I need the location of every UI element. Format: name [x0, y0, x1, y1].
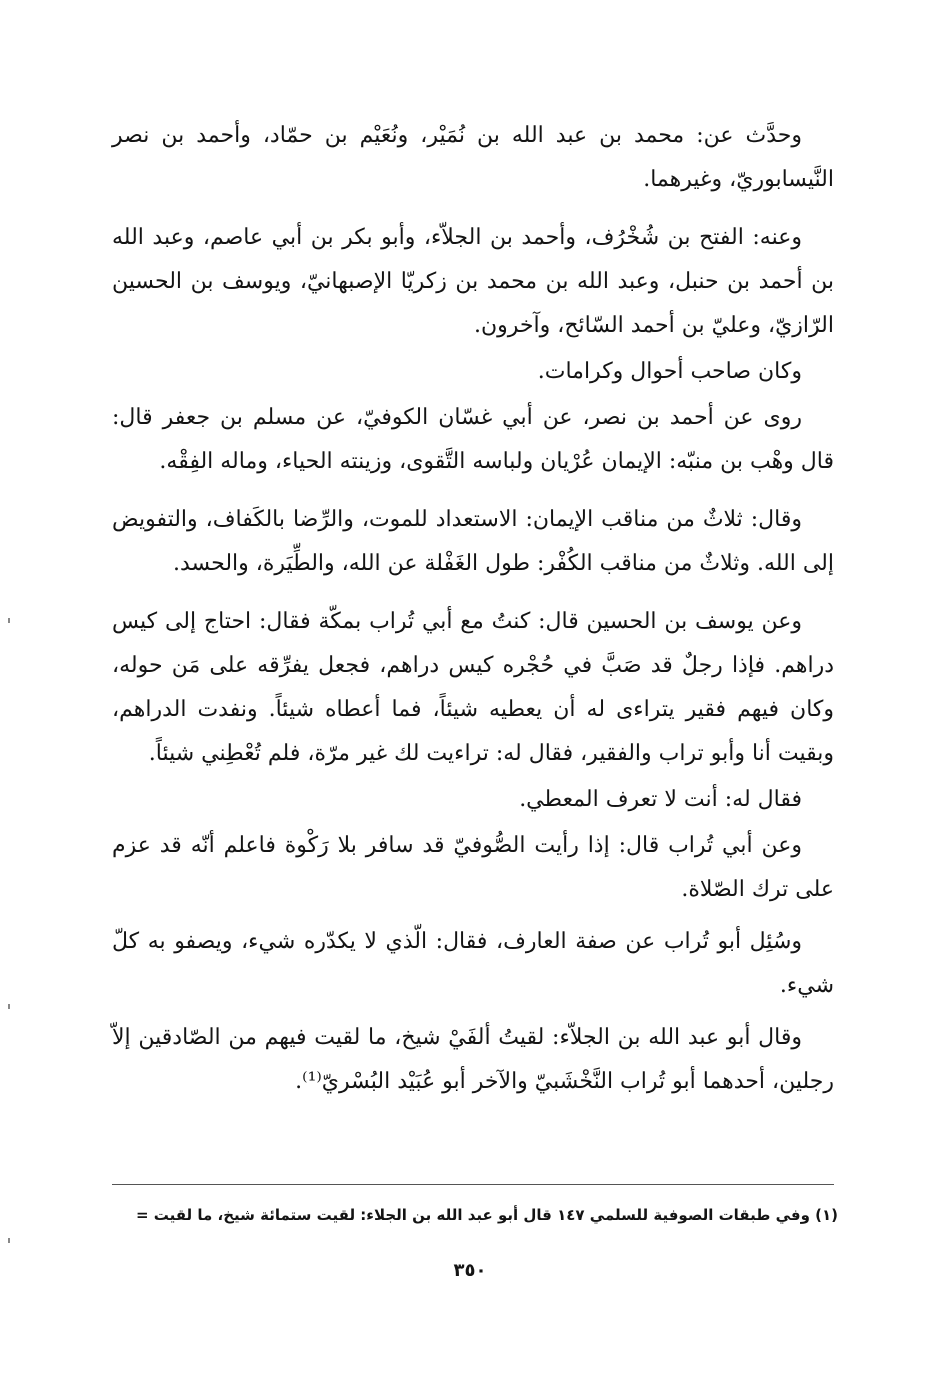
footnote-divider	[112, 1184, 834, 1185]
paragraph-reply: فقال له: أنت لا تعرف المعطي.	[519, 787, 802, 812]
paragraph-students: وعنه: الفتح بن شُخْرُف، وأحمد بن الجلاّء، وأبو بكر بن أبي عاصم، وعبد الله بن أحمد بن حنبل، وعبد الله بن محمد بن زكريّا الإصبهانيّ، ويوسف بن الحسين الرّازيّ، وعليّ بن أحمد السّائح، وآخرون.	[112, 225, 834, 338]
paragraph-sufi-rakwa: وعن أبي تُراب قال: إذا رأيت الصُّوفيّ قد سافر بلا رَكْوة فاعلم أنّه قد عزم على ترك الصّلاة.	[112, 833, 834, 902]
paragraph-jalla: وقال أبو عبد الله بن الجلاّء: لقيتُ ألفَيْ شيخ، ما لقيت فيهم من الصّادقين إلاّ رجلين، أحدهما أبو تُراب النَّخْشَبيّ والآخر أبو عُبَيْد البُسْريّ⁽¹⁾.	[112, 1025, 834, 1094]
paragraph-yusuf-story: وعن يوسف بن الحسين قال: كنتُ مع أبي تُراب بمكّة فقال: احتاج إلى كيس دراهم. فإذا رجلٌ قد صَبَّ في حُجْره كيس دراهم، فجعل يفرِّقه على مَن حوله، وكان فيهم فقير يتراءى له أن يعطيه شيئاً، فما أعطاه شيئاً. ونفدت الدراهم، وبقيت أنا وأبو تراب والفقير، فقال له: تراءيت لك غير مرّة، فلم تُعْطِني شيئاً.	[112, 609, 834, 766]
paragraph-iman-wahb: روى عن أحمد بن نصر، عن أبي غسّان الكوفيّ، عن مسلم بن جعفر قال: قال وهْب بن منبّه: الإيمان عُرْيان ولباسه التَّقوى، وزينته الحياء، وماله الفِقْه.	[112, 405, 834, 474]
paragraph-narrators: وحدَّث عن: محمد بن عبد الله بن نُمَيْر، ونُعَيْم بن حمّاد، وأحمد بن نصر النَّيسابوريّ، وغيرهما.	[112, 123, 834, 192]
main-text	[112, 114, 834, 1104]
paragraph-arif: وسُئِل أبو تُراب عن صفة العارف، فقال: الّذي لا يكدّره شيء، ويصفو به كلّ شيء.	[112, 929, 834, 998]
paragraph-karamat: وكان صاحب أحوال وكرامات.	[537, 359, 802, 384]
margin-mark	[8, 1238, 10, 1243]
footnote: (١) وفي طبقات الصوفية للسلمي ١٤٧ قال أبو عبد الله بن الجلاء: لقيت ستمائة شيخ، ما لقيت =	[135, 1206, 838, 1224]
page-number: ٣٥٠	[453, 1260, 487, 1281]
paragraph-three-traits: وقال: ثلاثٌ من مناقب الإيمان: الاستعداد للموت، والرِّضا بالكَفاف، والتفويض إلى الله. وثلاثٌ من مناقب الكُفْر: طول الغَفْلة عن الله، والطِّيَرة، والحسد.	[112, 507, 834, 576]
margin-mark	[8, 1004, 10, 1009]
margin-mark	[8, 618, 10, 623]
